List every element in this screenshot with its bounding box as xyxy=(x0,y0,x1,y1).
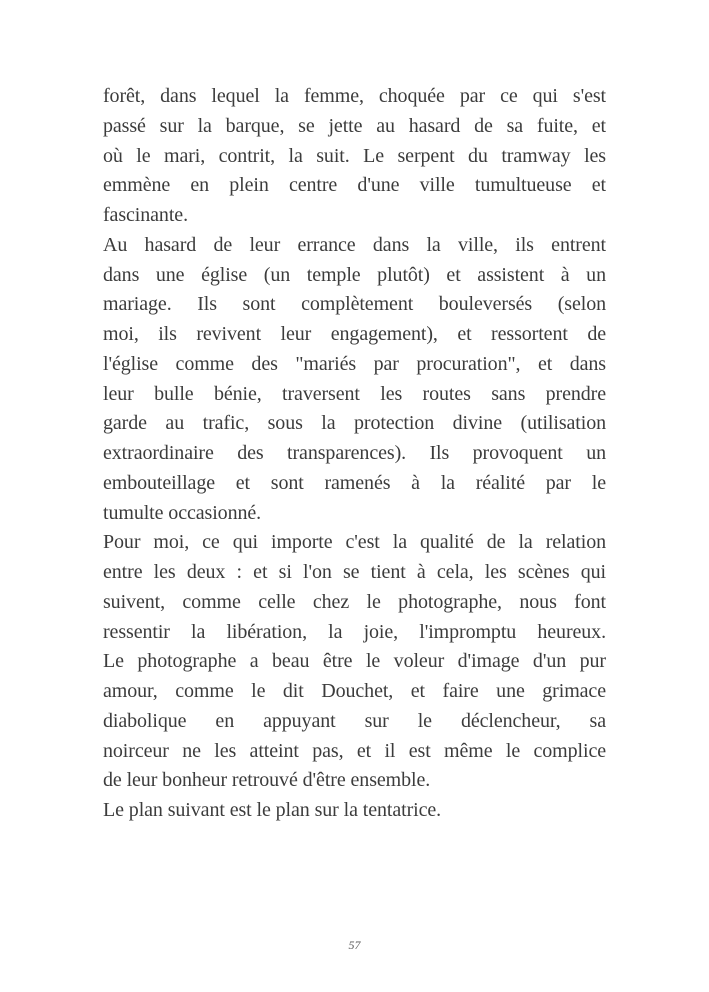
page-number: 57 xyxy=(348,938,361,952)
text-line: l'église comme des "mariés par procuration", et dans xyxy=(103,352,606,375)
text-line: Le photographe a beau être le voleur d'image d'un pur xyxy=(103,650,606,673)
text-line: dans une église (un temple plutôt) et assistent à un xyxy=(103,263,606,286)
text-line: passé sur la barque, se jette au hasard de sa fuite, et xyxy=(103,114,606,137)
text-line: amour, comme le dit Douchet, et faire une grimace xyxy=(103,680,606,702)
text-line: Le plan suivant est le plan sur la tentatrice. xyxy=(103,799,442,821)
text-line: suivent, comme celle chez le photographe, nous font xyxy=(103,590,606,613)
paragraph xyxy=(103,82,606,231)
text-line: diabolique en appuyant sur le déclencheur, sa xyxy=(103,709,606,732)
text-line: entre les deux : et si l'on se tient à cela, les scènes qui xyxy=(103,561,606,583)
paragraph xyxy=(103,231,606,529)
text-line: forêt, dans lequel la femme, choquée par ce qui s'est xyxy=(103,85,606,107)
text-line: extraordinaire des transparences). Ils provoquent un xyxy=(103,442,606,464)
text-line: fascinante. xyxy=(103,204,188,226)
text-line: où le mari, contrit, la suit. Le serpent du tramway les xyxy=(103,144,606,167)
text-line: mariage. Ils sont complètement bouleversés (selon xyxy=(103,293,606,316)
text-line: garde au trafic, sous la protection divine (utilisation xyxy=(103,412,606,435)
text-line: noirceur ne les atteint pas, et il est même le complice xyxy=(103,739,606,762)
text-line: Pour moi, ce qui importe c'est la qualité de la relation xyxy=(103,531,606,554)
paragraph xyxy=(103,528,606,796)
text-line: embouteillage et sont ramenés à la réalité par le xyxy=(103,471,606,494)
page-text xyxy=(103,82,606,826)
paragraph xyxy=(103,796,606,826)
text-line: tumulte occasionné. xyxy=(103,501,262,524)
text-line: leur bulle bénie, traversent les routes sans prendre xyxy=(103,382,606,405)
text-line: de leur bonheur retrouvé d'être ensemble. xyxy=(103,769,431,792)
text-line: ressentir la libération, la joie, l'impromptu heureux. xyxy=(103,620,606,643)
text-line: moi, ils revivent leur engagement), et ressortent de xyxy=(103,323,606,345)
text-line: Au hasard de leur errance dans la ville, ils entrent xyxy=(103,233,606,256)
text-line: emmène en plein centre d'une ville tumultueuse et xyxy=(103,174,606,197)
